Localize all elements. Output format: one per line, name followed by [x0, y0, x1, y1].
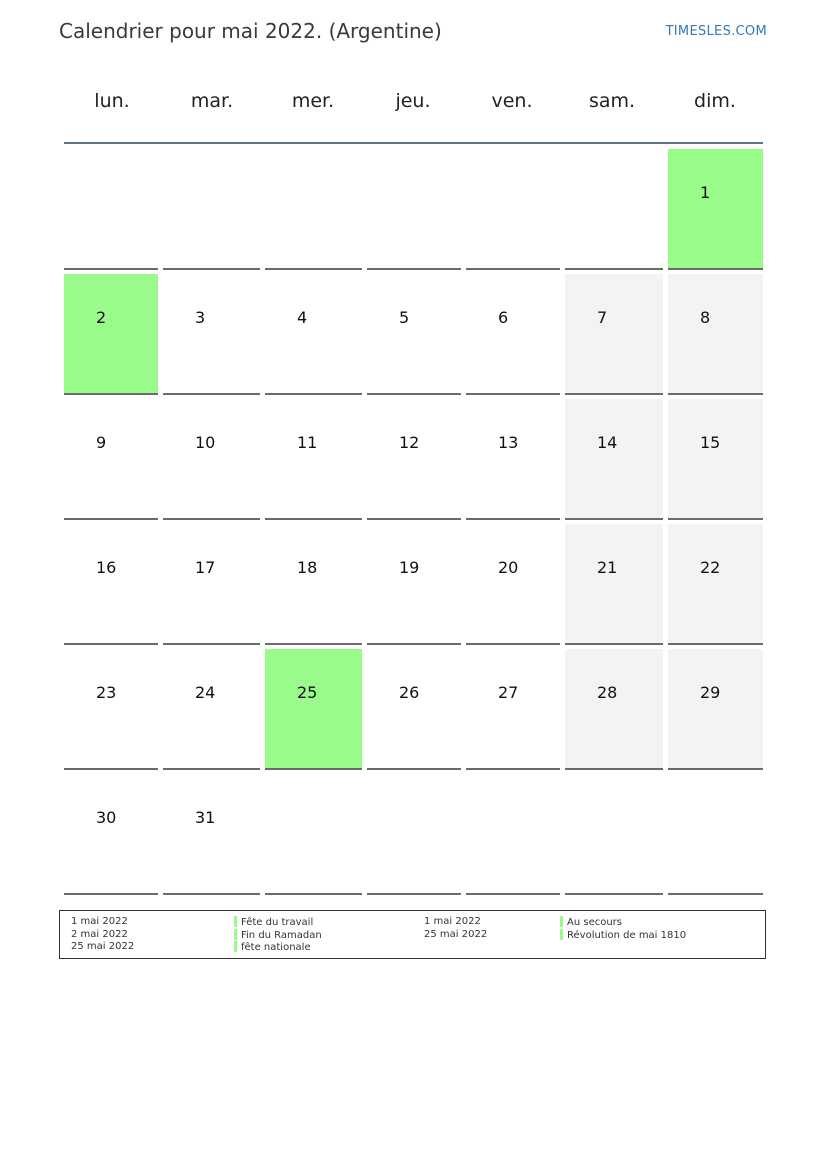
legend-holiday-name: Fête du travail [241, 917, 314, 928]
weekday-label: mer. [291, 90, 335, 112]
day-cell [466, 399, 560, 520]
day-number: 30 [96, 808, 117, 827]
legend-dates-right [424, 916, 487, 941]
weekday-label: sam. [588, 90, 636, 112]
day-number: 5 [399, 308, 410, 327]
day-cell [466, 524, 560, 645]
legend-item [560, 916, 686, 929]
day-number: 4 [297, 308, 308, 327]
empty-day-cell [668, 774, 763, 895]
legend-date: 25 mai 2022 [71, 941, 135, 952]
day-cell [668, 274, 763, 395]
day-number: 17 [195, 558, 216, 577]
legend-item [234, 929, 322, 942]
empty-day-cell [367, 774, 461, 895]
day-cell [163, 399, 260, 520]
day-number: 14 [597, 433, 618, 452]
day-number: 13 [498, 433, 519, 452]
day-cell [163, 274, 260, 395]
day-cell [668, 149, 763, 270]
day-number: 28 [597, 683, 618, 702]
legend-names-left [234, 916, 322, 954]
day-cell [163, 524, 260, 645]
holiday-color-swatch [560, 916, 563, 927]
legend-dates-left [71, 916, 134, 954]
day-cell [565, 274, 663, 395]
day-number: 6 [498, 308, 509, 327]
empty-day-cell [265, 149, 362, 270]
empty-day-cell [367, 149, 461, 270]
brand-link[interactable]: TIMESLES.COM [665, 24, 767, 39]
legend-holiday-name: Au secours [567, 917, 622, 928]
day-cell [367, 524, 461, 645]
day-number: 25 [297, 683, 318, 702]
empty-day-cell [163, 149, 260, 270]
weekday-label: dim. [694, 90, 736, 112]
legend-date: 1 mai 2022 [71, 916, 128, 927]
day-cell [565, 524, 663, 645]
empty-day-cell [466, 774, 560, 895]
day-cell [163, 774, 260, 895]
day-cell [367, 649, 461, 770]
empty-day-cell [64, 149, 158, 270]
day-number: 3 [195, 308, 206, 327]
day-number: 20 [498, 558, 519, 577]
day-number: 11 [297, 433, 318, 452]
legend-date: 2 mai 2022 [71, 928, 128, 940]
day-cell [265, 274, 362, 395]
legend-holiday-name: Fin du Ramadan [241, 929, 322, 941]
day-number: 24 [195, 683, 216, 702]
legend-holiday-name: fête nationale [241, 942, 311, 953]
day-cell [163, 649, 260, 770]
holiday-color-swatch [234, 929, 237, 940]
day-cell [265, 399, 362, 520]
day-number: 1 [700, 183, 711, 202]
empty-day-cell [265, 774, 362, 895]
empty-day-cell [565, 774, 663, 895]
day-cell [64, 649, 158, 770]
day-cell [367, 274, 461, 395]
day-number: 15 [700, 433, 721, 452]
day-cell [565, 399, 663, 520]
day-cell [668, 399, 763, 520]
legend-date: 1 mai 2022 [424, 916, 481, 927]
day-number: 23 [96, 683, 117, 702]
day-cell [466, 274, 560, 395]
empty-day-cell [565, 149, 663, 270]
holiday-color-swatch [234, 916, 237, 927]
day-cell [64, 524, 158, 645]
legend-item [234, 916, 322, 929]
legend-holiday-name: Révolution de mai 1810 [567, 929, 687, 941]
legend-item [234, 941, 322, 954]
day-cell [668, 524, 763, 645]
legend-date: 25 mai 2022 [424, 928, 488, 940]
holiday-color-swatch [234, 941, 237, 952]
empty-day-cell [466, 149, 560, 270]
day-cell [265, 524, 362, 645]
day-number: 7 [597, 308, 608, 327]
day-number: 26 [399, 683, 420, 702]
day-cell [466, 649, 560, 770]
day-number: 31 [195, 808, 216, 827]
day-cell [367, 399, 461, 520]
day-number: 12 [399, 433, 420, 452]
day-number: 8 [700, 308, 711, 327]
holiday-legend [59, 910, 766, 959]
weekday-label: mar. [190, 90, 234, 112]
day-number: 18 [297, 558, 318, 577]
holiday-color-swatch [560, 929, 563, 940]
weekday-label: jeu. [395, 90, 431, 112]
page-title: Calendrier pour mai 2022. (Argentine) [59, 19, 442, 43]
day-number: 9 [96, 433, 107, 452]
day-number: 16 [96, 558, 117, 577]
day-number: 10 [195, 433, 216, 452]
day-cell [565, 649, 663, 770]
day-number: 29 [700, 683, 721, 702]
day-cell [668, 649, 763, 770]
legend-item [560, 929, 686, 942]
day-number: 22 [700, 558, 721, 577]
day-number: 2 [96, 308, 107, 327]
weekday-label: lun. [94, 90, 130, 112]
day-cell [64, 774, 158, 895]
day-cell [64, 274, 158, 395]
day-cell [265, 649, 362, 770]
day-cell [64, 399, 158, 520]
legend-names-right [560, 916, 686, 941]
day-number: 19 [399, 558, 420, 577]
day-number: 27 [498, 683, 519, 702]
weekday-label: ven. [491, 90, 533, 112]
day-number: 21 [597, 558, 618, 577]
